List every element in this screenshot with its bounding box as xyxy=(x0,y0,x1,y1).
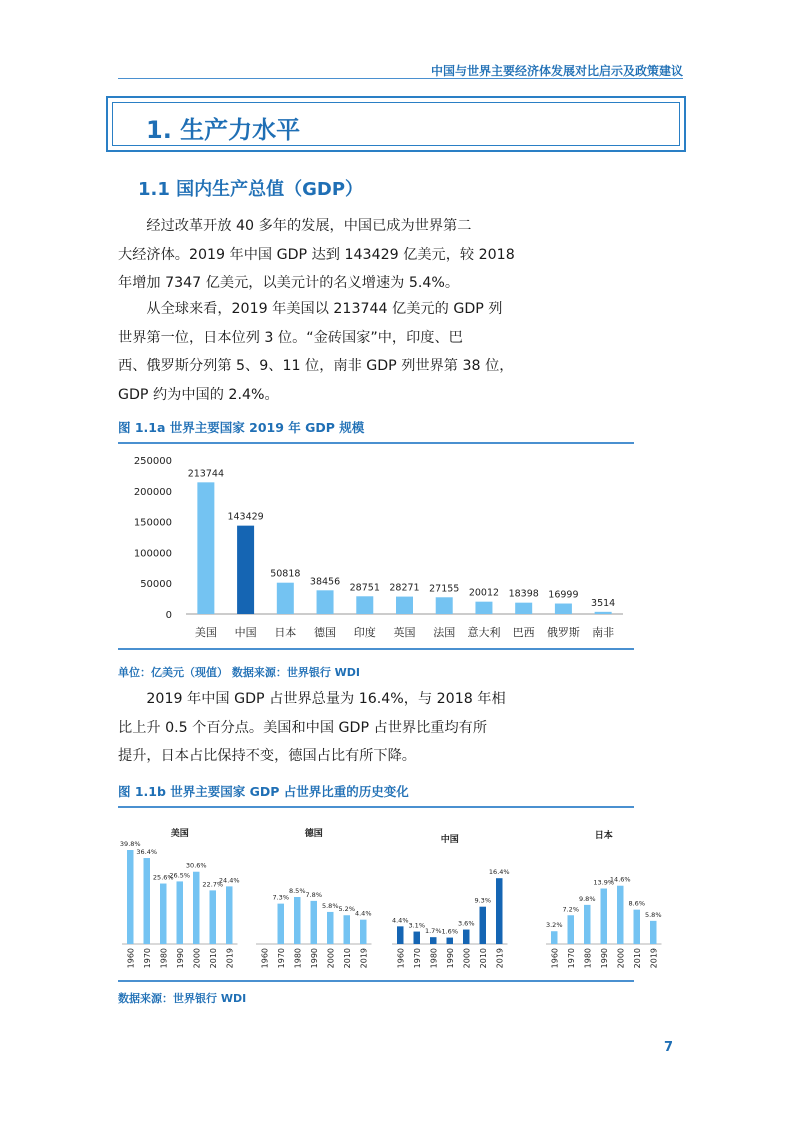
x-category-label: 1960 xyxy=(550,948,560,969)
bar xyxy=(177,881,184,944)
bar xyxy=(210,890,217,944)
bar-value-label: 7.8% xyxy=(305,890,323,899)
x-category-label: 1960 xyxy=(260,948,270,969)
bar-value-label: 28271 xyxy=(389,582,420,594)
x-category-label: 2010 xyxy=(478,948,488,969)
bar xyxy=(396,597,413,614)
figure-b-top-rule xyxy=(118,806,634,808)
bar-value-label: 5.2% xyxy=(338,905,356,914)
panel-3 xyxy=(546,829,662,968)
bar-value-label: 8.5% xyxy=(288,887,306,895)
bar xyxy=(496,878,503,944)
figure-b-note: 数据来源：世界银行 WDI xyxy=(118,992,247,1005)
bar xyxy=(634,910,641,944)
bar-value-label: 7.2% xyxy=(562,905,580,914)
bar xyxy=(193,872,200,944)
bar xyxy=(447,938,454,944)
bar xyxy=(317,590,334,614)
x-category-label: 1980 xyxy=(583,948,593,969)
bar-value-label: 9.8% xyxy=(578,894,596,903)
x-category-label: 2000 xyxy=(326,948,336,969)
y-tick-label: 50000 xyxy=(140,579,172,591)
gdp-bar-chart xyxy=(118,446,634,646)
section-heading-box xyxy=(106,96,686,152)
x-category-label: 2000 xyxy=(192,948,202,969)
bar-value-label: 14.6% xyxy=(609,875,631,884)
bar-value-label: 38456 xyxy=(309,576,341,588)
bar xyxy=(344,915,351,944)
bar-value-label: 20012 xyxy=(468,587,500,599)
x-category-label: 英国 xyxy=(393,626,416,639)
x-category-label: 1990 xyxy=(445,948,455,969)
x-category-label: 2010 xyxy=(632,948,642,969)
x-category-label: 1980 xyxy=(293,948,303,969)
bar-value-label: 18398 xyxy=(508,588,539,600)
bar-value-label: 3.6% xyxy=(457,919,475,928)
bar-value-label: 7.3% xyxy=(272,893,290,902)
gdp-share-small-multiples xyxy=(118,812,678,977)
bar-value-label: 1.7% xyxy=(424,927,442,936)
x-category-label: 德国 xyxy=(314,626,337,639)
bar xyxy=(430,937,437,944)
x-category-label: 美国 xyxy=(194,626,217,639)
bar-value-label: 30.6% xyxy=(185,861,207,870)
bar-value-label: 26.5% xyxy=(169,871,191,880)
bar xyxy=(463,930,470,944)
bar xyxy=(226,886,233,944)
bar-value-label: 9.3% xyxy=(474,896,492,905)
bar-value-label: 3.2% xyxy=(545,921,563,930)
x-category-label: 2019 xyxy=(649,948,659,969)
bar xyxy=(294,897,301,944)
bar-value-label: 28751 xyxy=(349,582,380,594)
subsection-title: 1.1 国内生产总值（GDP） xyxy=(138,179,364,200)
bar xyxy=(568,915,575,944)
bar xyxy=(237,526,254,614)
bar xyxy=(356,596,373,614)
bar xyxy=(551,931,558,944)
x-category-label: 1990 xyxy=(599,948,609,969)
x-category-label: 1960 xyxy=(126,948,136,969)
bar-value-label: 3.1% xyxy=(408,921,426,930)
y-tick-label: 200000 xyxy=(133,486,172,498)
figure-a-bottom-rule xyxy=(118,648,634,650)
bar-value-label: 5.8% xyxy=(644,910,662,919)
bar-value-label: 4.4% xyxy=(354,909,372,918)
x-category-label: 2000 xyxy=(616,948,626,969)
x-category-label: 1980 xyxy=(159,948,169,969)
panel-0 xyxy=(120,827,240,968)
figure-a-caption: 图 1.1a 世界主要国家 2019 年 GDP 规模 xyxy=(118,420,365,435)
header-rule xyxy=(118,78,683,79)
bar xyxy=(397,926,404,944)
bar xyxy=(595,612,612,614)
y-tick-label: 0 xyxy=(165,610,172,621)
panel-title: 日本 xyxy=(594,831,613,841)
bar xyxy=(436,597,453,614)
x-category-label: 俄罗斯 xyxy=(546,626,580,639)
x-category-label: 南非 xyxy=(592,626,615,639)
x-category-label: 日本 xyxy=(274,626,297,639)
panel-2 xyxy=(392,833,510,968)
bar xyxy=(127,850,134,944)
bar xyxy=(584,905,591,944)
bar xyxy=(144,858,151,944)
bar xyxy=(197,482,214,614)
page-number: 7 xyxy=(663,1040,673,1055)
bar xyxy=(277,583,294,614)
x-category-label: 1980 xyxy=(429,948,439,969)
bar-value-label: 5.8% xyxy=(321,901,339,910)
bar-value-label: 1.6% xyxy=(441,927,459,936)
x-category-label: 2019 xyxy=(359,948,369,969)
x-category-label: 1970 xyxy=(142,948,152,969)
bar-value-label: 8.6% xyxy=(628,899,646,908)
y-tick-label: 100000 xyxy=(133,548,172,560)
bar xyxy=(311,901,318,944)
y-tick-label: 150000 xyxy=(133,517,172,529)
x-category-label: 1990 xyxy=(175,948,185,969)
bar-value-label: 24.4% xyxy=(218,876,240,885)
bar xyxy=(475,602,492,614)
x-category-label: 1960 xyxy=(396,948,406,969)
bar-value-label: 16999 xyxy=(548,589,579,601)
x-category-label: 法国 xyxy=(433,626,456,639)
figure-b-caption: 图 1.1b 世界主要国家 GDP 占世界比重的历史变化 xyxy=(118,784,409,799)
bar xyxy=(360,920,367,944)
bar xyxy=(515,603,532,614)
bar-value-label: 25.6% xyxy=(152,873,174,882)
x-category-label: 1970 xyxy=(276,948,286,969)
x-category-label: 2019 xyxy=(495,948,505,969)
bar-value-label: 143429 xyxy=(227,511,264,523)
bar xyxy=(414,932,421,944)
running-header: 中国与世界主要经济体发展对比启示及政策建议 xyxy=(430,64,683,78)
x-category-label: 巴西 xyxy=(512,626,535,639)
bar-value-label: 50818 xyxy=(270,568,301,580)
bar-value-label: 39.8% xyxy=(119,840,141,848)
x-category-label: 1990 xyxy=(309,948,319,969)
panel-title: 美国 xyxy=(170,829,189,839)
bar-value-label: 16.4% xyxy=(488,868,510,877)
x-category-label: 2010 xyxy=(208,948,218,969)
bar xyxy=(650,921,657,944)
section-title: 1. 生产力水平 xyxy=(146,116,301,144)
panel-title: 中国 xyxy=(440,835,459,845)
figure-a-note: 单位：亿美元（现值） 数据来源：世界银行 WDI xyxy=(118,666,361,679)
paragraph-3: 2019 年中国 GDP 占世界总量为 16.4%，与 2018 年相 比上升 0.5 个百分点。美国和中国 GDP 占世界比重均有所 提升，日本占比保持不变，德国占比有所下降。 xyxy=(118,691,506,764)
paragraph-2: 从全球来看，2019 年美国以 213744 亿美元的 GDP 列 世界第一位，日本位列 3 位。“金砖国家”中，印度、巴 西、俄罗斯分列第 5、9、11 位，南非 GDP 列世界第 38 位， GDP 约为中国的 2.4%。 xyxy=(118,301,514,403)
bar-value-label: 13.9% xyxy=(593,878,615,887)
bar xyxy=(160,884,167,944)
bar-value-label: 3514 xyxy=(591,597,616,609)
bar-value-label: 36.4% xyxy=(136,848,158,857)
x-category-label: 1970 xyxy=(566,948,576,969)
x-category-label: 1970 xyxy=(412,948,422,969)
paragraph-1: 经过改革开放 40 多年的发展，中国已成为世界第二 大经济体。2019 年中国 GDP 达到 143429 亿美元，较 2018 年增加 7347 亿美元，以美元计的名义增速为 5.4%。 xyxy=(118,218,515,291)
bar xyxy=(617,886,624,944)
y-tick-label: 250000 xyxy=(133,456,172,467)
figure-b-bottom-rule xyxy=(118,980,634,982)
x-category-label: 印度 xyxy=(353,626,376,639)
bar xyxy=(555,604,572,614)
figure-a-top-rule xyxy=(118,442,634,444)
bar-value-label: 27155 xyxy=(429,583,460,595)
bar xyxy=(601,889,608,944)
x-category-label: 中国 xyxy=(234,626,257,639)
bar-value-label: 4.4% xyxy=(391,916,409,925)
x-category-label: 意大利 xyxy=(467,626,501,639)
panel-1 xyxy=(256,827,372,968)
x-category-label: 2010 xyxy=(342,948,352,969)
panel-title: 德国 xyxy=(304,829,323,839)
bar xyxy=(278,904,285,944)
bar-value-label: 22.7% xyxy=(202,880,224,889)
x-category-label: 2000 xyxy=(462,948,472,969)
bar-value-label: 213744 xyxy=(187,468,224,480)
bar xyxy=(327,912,334,944)
bar xyxy=(480,907,487,944)
x-category-label: 2019 xyxy=(225,948,235,969)
